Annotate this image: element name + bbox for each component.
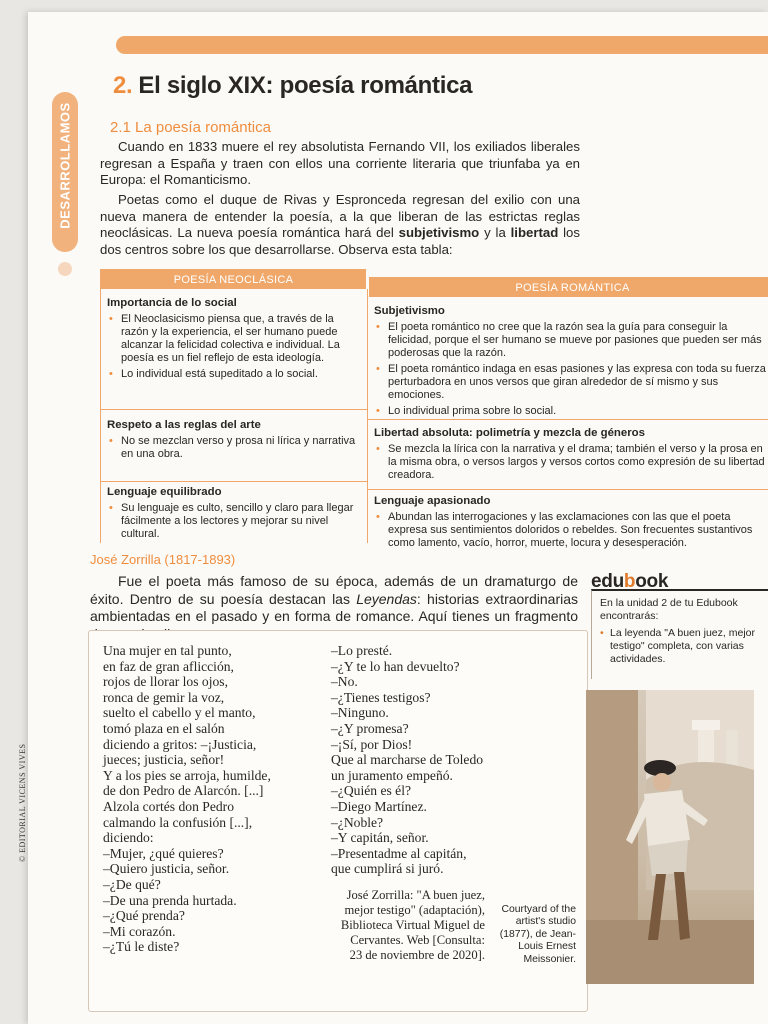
poem-line: –¿De qué? <box>103 876 161 892</box>
textbook-page <box>28 12 768 1024</box>
keyword-subjetivismo: subjetivismo <box>398 225 480 240</box>
row-divider-left-2 <box>101 481 367 482</box>
poem-line: –¡Sí, por Dios! <box>331 736 413 752</box>
side-dot-decoration <box>58 262 72 276</box>
poem-line: Y a los pies se arroja, humilde, <box>103 767 271 783</box>
cell-lenguaje-equilibrado: Lenguaje equilibrado • Su lenguaje es culto, sencillo y claro para llegar fácilmente a los lectores y mejorar su nivel cultural. <box>107 486 361 544</box>
poem-line: diciendo a gritos: –¡Justicia, <box>103 736 257 752</box>
edubook-box <box>591 589 768 679</box>
poem-line: –¿Qué prenda? <box>103 908 185 924</box>
poem-line: –Lo presté. <box>331 643 393 658</box>
source-line: Cervantes. Web [Consulta: <box>350 933 485 947</box>
cell-lenguaje-apasionado: Lenguaje apasionado • Abundan las interrogaciones y las exclamaciones con las que el poeta expresa sus sentimientos doloridos o rebeldes. Son frecuentes sustantivos como lamento, vacío, horror, muerte, locura y desesperación. <box>374 495 768 553</box>
poem-line: de don Pedro de Alarcón. [...] <box>103 783 264 799</box>
poem-line: –Ninguno. <box>331 705 389 721</box>
side-tab-label: DESARROLLAMOS <box>57 102 73 229</box>
cell-social: Importancia de lo social • El Neoclasicismo piensa que, a través de la razón y la experiencia, el ser humano puede alcanzar la felicidad colectiva e individual. La poesía es un fiel reflejo de esta ideología. • Lo individual está supeditado a lo social. <box>107 297 361 384</box>
cell-libertad: Libertad absoluta: polimetría y mezcla de géneros • Se mezcla la lírica con la narrativa y el drama; también el verso y la prosa en la misma obra, o versos largos y versos cortos como expresión de su libertad creadora. <box>374 427 768 485</box>
poem-line: ronca de gemir la voz, <box>103 689 225 705</box>
comparison-table <box>100 269 768 549</box>
source-line: Biblioteca Virtual Miguel de <box>340 918 485 932</box>
poem-line: rojos de llorar los ojos, <box>103 674 228 690</box>
poem-line: –Mujer, ¿qué quieres? <box>103 845 224 861</box>
poem-line: diciendo: <box>103 830 154 846</box>
poem-line: Alzola cortés don Pedro <box>103 798 234 814</box>
painting-image <box>586 690 754 984</box>
keyword-libertad: libertad <box>510 225 559 240</box>
poem-line: –De una prenda hurtada. <box>103 892 237 908</box>
poem-line: –¿Tú le diste? <box>103 939 180 955</box>
subsection-title: 2.1 La poesía romántica <box>110 119 271 136</box>
leyendas-title: Leyendas <box>356 590 417 607</box>
author-heading: José Zorrilla (1817-1893) <box>90 552 236 567</box>
row-divider-right-2 <box>367 489 768 490</box>
top-color-band <box>116 36 768 54</box>
painting-caption: Courtyard of the artist's studio (1877), de Jean-Louis Ernest Meissonier. <box>499 904 576 965</box>
publisher-credit: © EDITORIAL VICENS VIVES <box>18 743 27 862</box>
source-line: 23 de noviembre de 2020]. <box>349 948 485 962</box>
cell-reglas: Respeto a las reglas del arte • No se mezclan verso y prosa ni lírica y narrativa en una obra. <box>107 419 361 464</box>
cell-subjetivismo: Subjetivismo • El poeta romántico no cree que la razón sea la guía para conseguir la felicidad, porque el ser humano se mueve por pasiones que pueden ser más poderosas que la razón. • El poeta romántico indaga en esas pasiones y las expresa con toda su fuerza perturbadora en unos versos que giran alrededor de sí mismo y sus emociones. • Lo individual prima sobre lo social. <box>374 305 768 421</box>
zorrilla-paragraph: Fue el poeta más famoso de su época, además de un dramaturgo de éxito. Dentro de su poesía destacan las Leyendas: historias extraordinarias ambientadas en el pasado y en forma de romance. Aquí tienes un fragmento <box>90 573 578 624</box>
poem-line: –¿Quién es él? <box>331 783 412 799</box>
poem-line: –Y capitán, señor. <box>331 830 429 846</box>
poem-line: –No. <box>331 674 358 690</box>
section-title-text: El siglo XIX: poesía romántica <box>138 72 473 99</box>
poem-line: –¿Tienes testigos? <box>331 689 431 705</box>
poem-line: jueces; justicia, señor! <box>103 752 225 768</box>
poem-source <box>325 888 485 963</box>
source-line: mejor testigo" (adaptación), <box>344 903 485 917</box>
edubook-logo: edubook <box>591 571 669 592</box>
poem-line: –¿Y te lo han devuelto? <box>331 658 460 674</box>
section-title <box>113 72 472 100</box>
poem-line: –Diego Martínez. <box>331 798 427 814</box>
intro-paragraph-1: Cuando en 1833 muere el rey absolutista Fernando VII, los exiliados liberales regresan a España y traen con ellos una corriente literaria que triunfaba ya en Europa: el Romanticismo. <box>100 139 580 187</box>
poem-line: en faz de gran aflicción, <box>103 658 234 674</box>
poem-line: –Quiero justicia, señor. <box>103 861 230 877</box>
edubook-intro: En la unidad 2 de tu Edubook encontrarás: <box>600 597 738 622</box>
poem-line: –¿Noble? <box>331 814 384 830</box>
source-line: José Zorrilla: "A buen juez, <box>346 888 485 902</box>
painting-illustration <box>586 690 754 984</box>
poem-column-1 <box>103 643 271 955</box>
section-number: 2. <box>113 72 133 99</box>
table-divider <box>367 289 368 543</box>
poem-line: calmando la confusión [...], <box>103 814 253 830</box>
table-header-neoclasica: POESÍA NEOCLÁSICA <box>101 269 366 289</box>
intro-paragraph-2: Poetas como el duque de Rivas y Espronceda regresan del exilio con una nueva manera de entender la poesía, a la que liberan de las estrictas reglas neoclásicas. La nueva poesía romántica hará del subjetivismo y la libertad los dos centros sobre los que desarrollarse. Observa esta tabla: <box>100 192 580 257</box>
edubook-item: • La leyenda "A buen juez, mejor testigo" completa, con varias actividades. <box>600 627 768 666</box>
row-divider-left <box>101 409 367 410</box>
section-side-tab <box>52 92 78 252</box>
poem-line: Una mujer en tal punto, <box>103 643 232 658</box>
poem-line: un juramento empeñó. <box>331 767 453 783</box>
poem-line: –¿Y promesa? <box>331 720 409 736</box>
poem-column-2 <box>331 643 483 877</box>
poem-line: Que al marcharse de Toledo <box>331 752 484 768</box>
poem-line: –Presentadme al capitán, <box>331 845 467 861</box>
poem-line: suelto el cabello y el manto, <box>103 705 256 721</box>
poem-line: tomó plaza en el salón <box>103 720 225 736</box>
poem-line: –Mi corazón. <box>103 923 176 939</box>
poem-line: que cumplirá si juró. <box>331 861 444 877</box>
table-header-romantica: POESÍA ROMÁNTICA <box>369 277 768 297</box>
